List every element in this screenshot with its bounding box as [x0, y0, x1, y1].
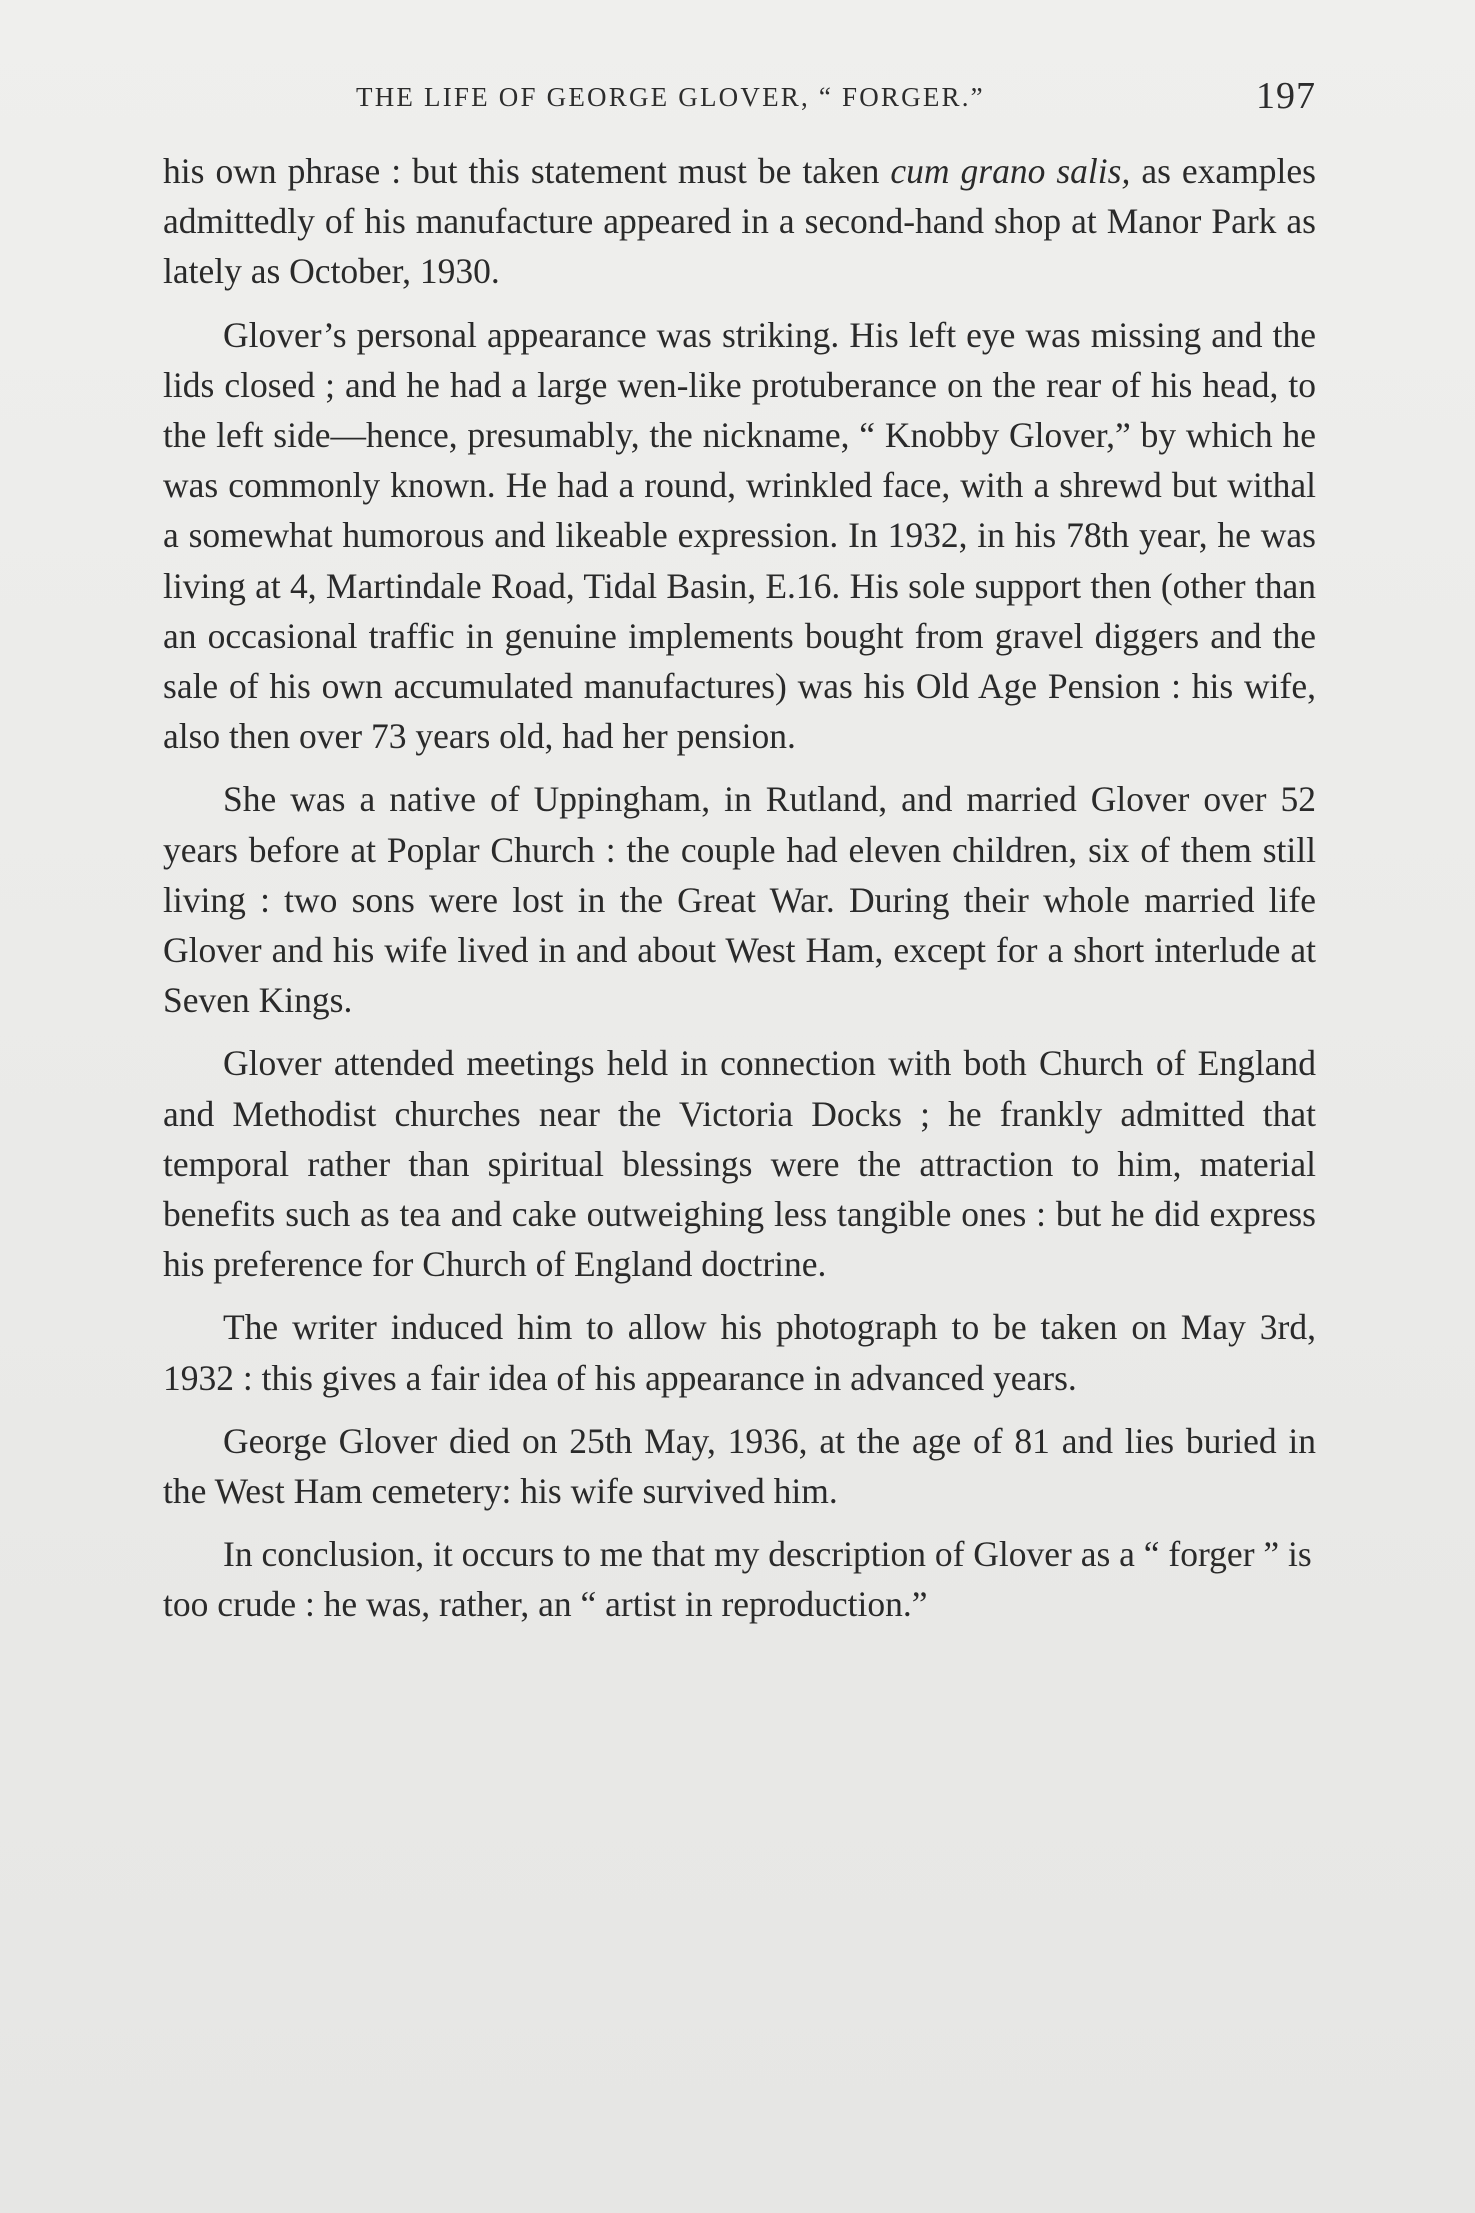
latin-phrase: cum grano salis,	[890, 151, 1131, 191]
paragraph-1	[163, 146, 1316, 297]
paragraph-5: The writer induced him to allow his photograph to be taken on May 3rd, 1932 : this gives a fair idea of his appearance in advanced years.	[163, 1307, 1316, 1398]
body-text	[163, 146, 1316, 1643]
paragraph-1-text-start: his own phrase : but this statement must be taken	[163, 151, 891, 191]
running-header	[163, 75, 1316, 130]
paragraph-4: Glover attended meetings held in connection with both Church of England and Methodist churches near the Victoria Docks ; he frankly admitted that temporal rather than spiritual blessings were the attraction to him, material benefits such as tea and cake outweighing less tangible ones : but he did express his preference for Church of England doctrine.	[163, 1043, 1316, 1285]
paragraph-7: In conclusion, it occurs to me that my description of Glover as a “ forger ” is too crude : he was, rather, an “ artist in reproduction.”	[163, 1534, 1312, 1625]
paragraph-2: Glover’s personal appearance was striking. His left eye was missing and the lids closed ; and he had a large wen-like protuberance on the rear of his head, to the left side—hence, presumably, the nickname, “ Knobby Glover,” by which he was commonly known. He had a round, wrinkled face, with a shrewd but withal a somewhat humorous and likeable expression. In 1932, in his 78th year, he was living at 4, Martindale Road, Tidal Basin, E.16. His sole support then (other than an occasional traffic in genuine implements bought from gravel diggers and the sale of his own accumulated manufactures) was his Old Age Pension : his wife, also then over 73 years old, had her pension.	[163, 314, 1316, 757]
page-number: 197	[1256, 75, 1316, 117]
paragraph-6: George Glover died on 25th May, 1936, at the age of 81 and lies buried in the West Ham cemetery: his wife survived him.	[163, 1420, 1316, 1512]
paragraph-1-text-end: as examples admittedly of his manufacture appeared in a second-hand shop at Manor Park as lately as October, 1930.	[163, 151, 1316, 292]
running-title: THE LIFE OF GEORGE GLOVER, “ FORGER.”	[356, 82, 985, 112]
paragraph-3: She was a native of Uppingham, in Rutland, and married Glover over 52 years before at Poplar Church : the couple had eleven children, six of them still living : two sons were lost in the Great War. During their whole married life Glover and his wife lived in and about West Ham, except for a short interlude at Seven Kings.	[163, 779, 1316, 1021]
